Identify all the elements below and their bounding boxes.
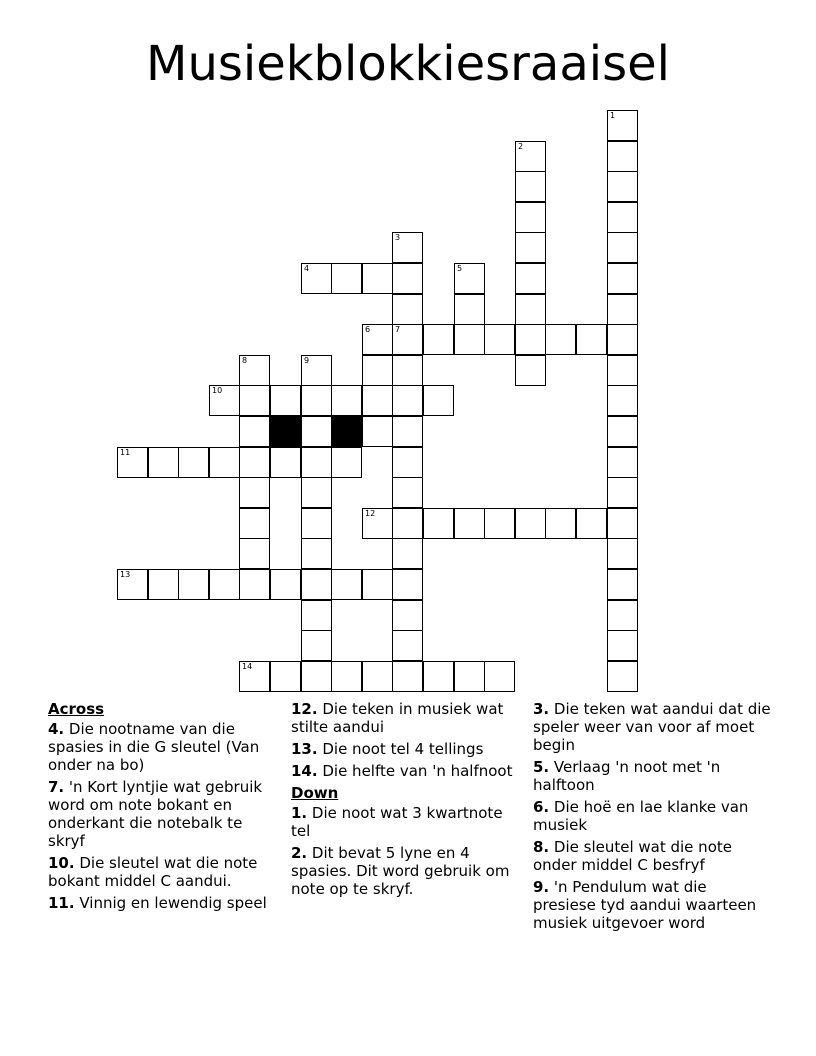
page-title: Musiekblokkiesraaisel xyxy=(146,36,670,92)
grid-cell[interactable] xyxy=(454,263,485,294)
clue-column-3 xyxy=(533,700,773,936)
clue-number: 14 xyxy=(242,662,253,671)
grid-cell[interactable] xyxy=(607,324,638,355)
grid-cell[interactable] xyxy=(607,447,638,478)
grid-cell[interactable] xyxy=(392,263,423,294)
clue-item-number: 13. xyxy=(291,740,318,758)
grid-cell[interactable] xyxy=(515,232,546,263)
grid-cell[interactable] xyxy=(301,385,332,416)
grid-cell[interactable] xyxy=(607,232,638,263)
grid-cell[interactable] xyxy=(607,385,638,416)
clue-item xyxy=(291,844,516,898)
clue-item xyxy=(291,762,516,780)
clue-item-text: Die helfte van 'n halfnoot xyxy=(317,762,513,780)
grid-cell[interactable] xyxy=(607,263,638,294)
grid-cell[interactable] xyxy=(239,416,270,447)
grid-cell[interactable] xyxy=(515,141,546,172)
clue-number: 10 xyxy=(212,386,223,395)
clue-item-number: 5. xyxy=(533,758,550,776)
grid-cell[interactable] xyxy=(301,569,332,600)
grid-cell[interactable] xyxy=(392,385,423,416)
clue-item-number: 8. xyxy=(533,838,550,856)
grid-cell[interactable] xyxy=(607,171,638,202)
grid-cell[interactable] xyxy=(239,661,270,692)
grid-cell[interactable] xyxy=(362,385,393,416)
grid-cell[interactable] xyxy=(301,355,332,386)
clue-number: 7 xyxy=(395,325,401,334)
grid-cell[interactable] xyxy=(270,569,301,600)
clue-item-text: Die sleutel wat die note onder middel C besfryf xyxy=(533,838,732,874)
grid-cell[interactable] xyxy=(484,508,515,539)
clue-number: 1 xyxy=(610,111,616,120)
grid-cell[interactable] xyxy=(392,294,423,325)
grid-cell[interactable] xyxy=(331,447,362,478)
clue-item-number: 12. xyxy=(291,700,318,718)
black-cell xyxy=(270,416,301,447)
grid-cell[interactable] xyxy=(515,202,546,233)
grid-cell[interactable] xyxy=(454,294,485,325)
grid-cell[interactable] xyxy=(392,569,423,600)
grid-cell[interactable] xyxy=(239,355,270,386)
grid-cell[interactable] xyxy=(515,324,546,355)
grid-cell[interactable] xyxy=(576,324,607,355)
grid-cell[interactable] xyxy=(362,324,393,355)
grid-cell[interactable] xyxy=(515,355,546,386)
clue-number: 9 xyxy=(304,356,310,365)
clue-item-number: 14. xyxy=(291,762,318,780)
grid-cell[interactable] xyxy=(331,569,362,600)
clue-number: 6 xyxy=(365,325,371,334)
grid-cell[interactable] xyxy=(454,324,485,355)
grid-cell[interactable] xyxy=(301,416,332,447)
grid-cell[interactable] xyxy=(270,385,301,416)
clue-item xyxy=(48,778,273,850)
clue-item-number: 10. xyxy=(48,854,75,872)
grid-cell[interactable] xyxy=(392,630,423,661)
grid-cell[interactable] xyxy=(607,630,638,661)
black-cell xyxy=(331,416,362,447)
clue-item-text: 'n Pendulum wat die presiese tyd aandui waarteen musiek uitgevoer word xyxy=(533,878,757,932)
grid-cell[interactable] xyxy=(301,600,332,631)
clue-item-number: 9. xyxy=(533,878,550,896)
clue-item xyxy=(533,838,773,874)
clue-item xyxy=(291,740,516,758)
grid-cell[interactable] xyxy=(362,263,393,294)
grid-cell[interactable] xyxy=(301,538,332,569)
clue-column-2 xyxy=(291,700,516,902)
grid-cell[interactable] xyxy=(454,661,485,692)
grid-cell[interactable] xyxy=(576,508,607,539)
grid-cell[interactable] xyxy=(392,232,423,263)
grid-cell[interactable] xyxy=(362,508,393,539)
grid-cell[interactable] xyxy=(178,569,209,600)
clue-number: 2 xyxy=(518,142,524,151)
grid-cell[interactable] xyxy=(209,385,240,416)
clue-item-text: 'n Kort lyntjie wat gebruik word om note bokant en onderkant die notebalk te skryf xyxy=(48,778,263,850)
grid-cell[interactable] xyxy=(515,263,546,294)
clue-number: 8 xyxy=(242,356,248,365)
clue-item-text: Die nootname van die spasies in die G sleutel (Van onder na bo) xyxy=(48,720,260,774)
grid-cell[interactable] xyxy=(515,294,546,325)
clue-item-text: Die teken wat aandui dat die speler weer van voor af moet begin xyxy=(533,700,771,754)
grid-cell[interactable] xyxy=(454,508,485,539)
grid-cell[interactable] xyxy=(331,661,362,692)
clue-item-text: Die hoë en lae klanke van musiek xyxy=(533,798,749,834)
grid-cell[interactable] xyxy=(301,630,332,661)
grid-cell[interactable] xyxy=(270,661,301,692)
grid-cell[interactable] xyxy=(209,447,240,478)
grid-cell[interactable] xyxy=(392,447,423,478)
clue-number: 3 xyxy=(395,233,401,242)
grid-cell[interactable] xyxy=(392,661,423,692)
clue-number: 4 xyxy=(304,264,310,273)
grid-cell[interactable] xyxy=(607,538,638,569)
grid-cell[interactable] xyxy=(239,447,270,478)
grid-cell[interactable] xyxy=(270,447,301,478)
grid-cell[interactable] xyxy=(607,508,638,539)
grid-cell[interactable] xyxy=(117,569,148,600)
grid-cell[interactable] xyxy=(392,508,423,539)
grid-cell[interactable] xyxy=(392,538,423,569)
grid-cell[interactable] xyxy=(362,416,393,447)
clue-item-number: 2. xyxy=(291,844,308,862)
grid-cell[interactable] xyxy=(392,324,423,355)
grid-cell[interactable] xyxy=(301,263,332,294)
clue-item xyxy=(48,894,273,912)
grid-cell[interactable] xyxy=(239,538,270,569)
grid-cell[interactable] xyxy=(607,110,638,141)
grid-cell[interactable] xyxy=(362,569,393,600)
grid-cell[interactable] xyxy=(392,600,423,631)
clue-item xyxy=(533,798,773,834)
grid-cell[interactable] xyxy=(362,355,393,386)
grid-cell[interactable] xyxy=(239,477,270,508)
clue-item xyxy=(48,854,273,890)
clue-item-number: 1. xyxy=(291,804,308,822)
grid-cell[interactable] xyxy=(545,324,576,355)
grid-cell[interactable] xyxy=(301,508,332,539)
grid-cell[interactable] xyxy=(209,569,240,600)
grid-cell[interactable] xyxy=(301,477,332,508)
clue-number: 11 xyxy=(120,448,131,457)
grid-cell[interactable] xyxy=(423,385,454,416)
clue-item-text: Verlaag 'n noot met 'n halftoon xyxy=(533,758,721,794)
grid-cell[interactable] xyxy=(362,661,393,692)
clue-item xyxy=(533,700,773,754)
grid-cell[interactable] xyxy=(607,294,638,325)
clue-item xyxy=(48,720,273,774)
clue-number: 12 xyxy=(365,509,376,518)
grid-cell[interactable] xyxy=(301,447,332,478)
clue-item-text: Vinnig en lewendig speel xyxy=(74,894,267,912)
grid-cell[interactable] xyxy=(239,385,270,416)
grid-cell[interactable] xyxy=(301,661,332,692)
clue-item-text: Dit bevat 5 lyne en 4 spasies. Dit word gebruik om note op te skryf. xyxy=(291,844,510,898)
grid-cell[interactable] xyxy=(423,324,454,355)
clue-item-number: 3. xyxy=(533,700,550,718)
grid-cell[interactable] xyxy=(331,263,362,294)
grid-cell[interactable] xyxy=(392,355,423,386)
clue-heading-across: Across xyxy=(48,700,105,718)
clue-item-number: 6. xyxy=(533,798,550,816)
grid-cell[interactable] xyxy=(423,661,454,692)
grid-cell[interactable] xyxy=(392,416,423,447)
clue-number: 13 xyxy=(120,570,131,579)
grid-cell[interactable] xyxy=(484,661,515,692)
clue-item-text: Die teken in musiek wat stilte aandui xyxy=(291,700,504,736)
clue-item-number: 11. xyxy=(48,894,75,912)
clue-number: 5 xyxy=(457,264,463,273)
grid-cell[interactable] xyxy=(148,447,179,478)
grid-cell[interactable] xyxy=(515,171,546,202)
grid-cell[interactable] xyxy=(607,600,638,631)
grid-cell[interactable] xyxy=(607,202,638,233)
clue-column-1 xyxy=(48,700,273,916)
clue-item xyxy=(291,804,516,840)
grid-cell[interactable] xyxy=(607,416,638,447)
grid-cell[interactable] xyxy=(607,355,638,386)
grid-cell[interactable] xyxy=(331,385,362,416)
grid-cell[interactable] xyxy=(423,508,454,539)
clue-item xyxy=(291,700,516,736)
grid-cell[interactable] xyxy=(607,141,638,172)
grid-cell[interactable] xyxy=(607,661,638,692)
grid-cell[interactable] xyxy=(178,447,209,478)
grid-cell[interactable] xyxy=(117,447,148,478)
grid-cell[interactable] xyxy=(607,477,638,508)
grid-cell[interactable] xyxy=(545,508,576,539)
grid-cell[interactable] xyxy=(392,477,423,508)
grid-cell[interactable] xyxy=(607,569,638,600)
grid-cell[interactable] xyxy=(515,508,546,539)
grid-cell[interactable] xyxy=(239,508,270,539)
clue-item-number: 4. xyxy=(48,720,65,738)
clue-item-number: 7. xyxy=(48,778,65,796)
clue-item-text: Die noot tel 4 tellings xyxy=(317,740,484,758)
grid-cell[interactable] xyxy=(484,324,515,355)
clue-item xyxy=(533,758,773,794)
clue-heading-down: Down xyxy=(291,784,339,802)
clue-item-text: Die sleutel wat die note bokant middel C aandui. xyxy=(48,854,258,890)
clue-item-text: Die noot wat 3 kwartnote tel xyxy=(291,804,503,840)
grid-cell[interactable] xyxy=(239,569,270,600)
grid-cell[interactable] xyxy=(148,569,179,600)
clue-item xyxy=(533,878,773,932)
